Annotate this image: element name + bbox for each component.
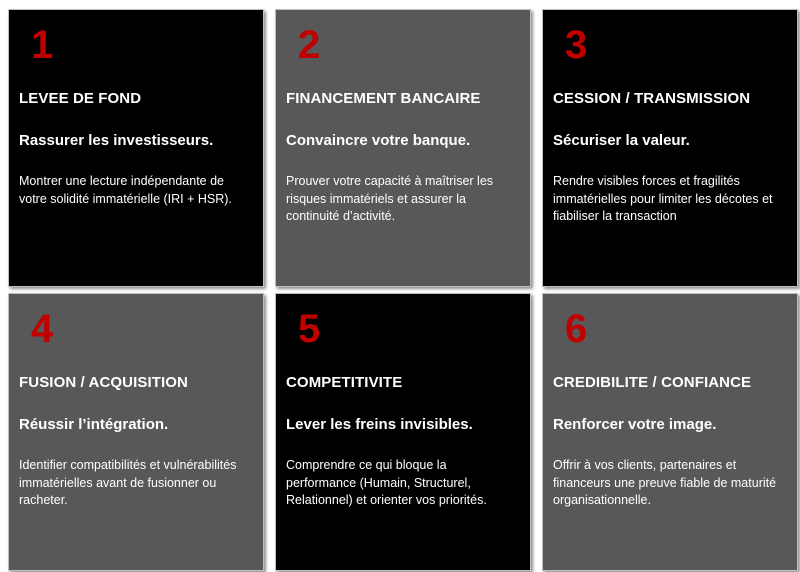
card-subtitle: Lever les freins invisibles. xyxy=(286,416,473,433)
card-levee-de-fond xyxy=(8,9,264,287)
card-subtitle: Rassurer les investisseurs. xyxy=(19,132,214,149)
card-number: 3 xyxy=(565,23,588,67)
card-number: 1 xyxy=(31,23,54,67)
card-description: Comprendre ce qui bloque la performance (Humain, Structurel, Relationnel) et orienter vos priorités. xyxy=(286,458,487,507)
card-title: CESSION / TRANSMISSION xyxy=(553,90,751,107)
card-subtitle: Renforcer votre image. xyxy=(553,416,717,433)
card-title: LEVEE DE FOND xyxy=(19,90,142,107)
card-subtitle: Convaincre votre banque. xyxy=(286,132,471,149)
card-financement-bancaire xyxy=(275,9,531,287)
card-number: 4 xyxy=(31,307,54,351)
card-number: 2 xyxy=(298,23,321,67)
card-description: Offrir à vos clients, partenaires et financeurs une preuve fiable de maturité organisationnelle. xyxy=(553,458,777,507)
card-description: Rendre visibles forces et fragilités immatérielles pour limiter les décotes et fiabiliser la transaction xyxy=(553,174,773,223)
card-cession-transmission xyxy=(542,9,798,287)
card-number: 6 xyxy=(565,307,588,351)
card-fusion-acquisition xyxy=(8,293,264,571)
card-title: CREDIBILITE / CONFIANCE xyxy=(553,374,752,391)
card-description: Prouver votre capacité à maîtriser les risques immatériels et assurer la continuité d’activité. xyxy=(286,174,494,223)
card-description: Identifier compatibilités et vulnérabilités immatérielles avant de fusionner ou racheter. xyxy=(19,458,237,507)
card-description: Montrer une lecture indépendante de votre solidité immatérielle (IRI + HSR). xyxy=(19,174,232,206)
card-title: FINANCEMENT BANCAIRE xyxy=(286,90,481,107)
card-competitivite xyxy=(275,293,531,571)
card-credibilite-confiance xyxy=(542,293,798,571)
card-title: FUSION / ACQUISITION xyxy=(19,374,188,391)
card-title: COMPETITIVITE xyxy=(286,374,403,391)
card-subtitle: Réussir l’intégration. xyxy=(19,416,169,433)
card-number: 5 xyxy=(298,307,321,351)
card-subtitle: Sécuriser la valeur. xyxy=(553,132,690,149)
